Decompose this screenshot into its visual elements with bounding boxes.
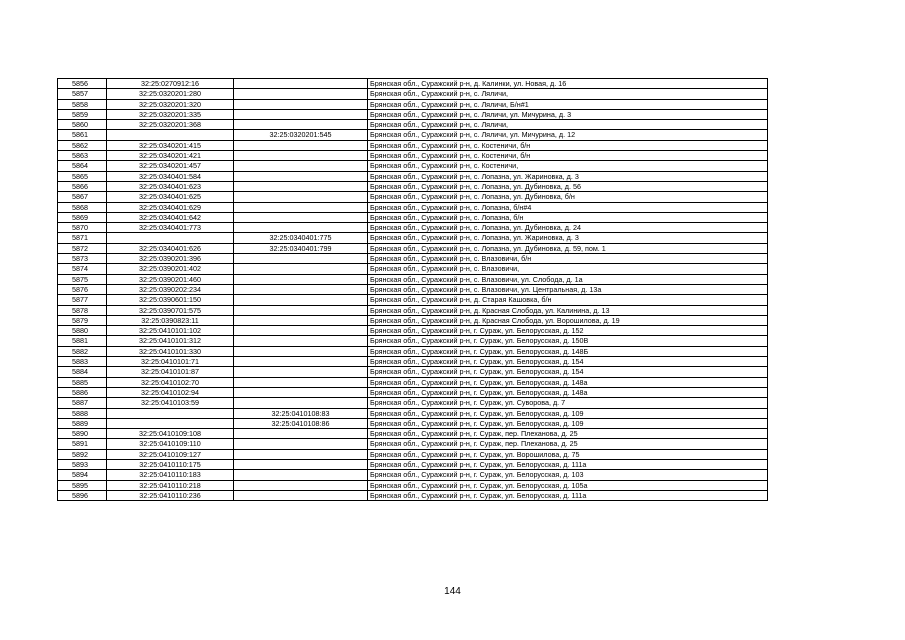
table-row bbox=[58, 470, 768, 480]
address-cell: Брянская обл., Суражский р-н, г. Сураж, ул. Белорусская, д. 103 bbox=[368, 470, 768, 480]
cadastral-number-cell: 32:25:0320201:368 bbox=[107, 120, 234, 130]
new-cadastral-number-cell bbox=[234, 151, 368, 161]
table-row bbox=[58, 202, 768, 212]
table-row bbox=[58, 305, 768, 315]
address-cell: Брянская обл., Суражский р-н, г. Сураж, ул. Белорусская, д. 148Б bbox=[368, 346, 768, 356]
cadastral-number-cell: 32:25:0340401:625 bbox=[107, 192, 234, 202]
table-row bbox=[58, 336, 768, 346]
row-number-cell: 5856 bbox=[58, 79, 107, 89]
new-cadastral-number-cell bbox=[234, 367, 368, 377]
row-number-cell: 5879 bbox=[58, 315, 107, 325]
table-row bbox=[58, 367, 768, 377]
row-number-cell: 5896 bbox=[58, 490, 107, 500]
row-number-cell: 5895 bbox=[58, 480, 107, 490]
cadastral-number-cell: 32:25:0390201:396 bbox=[107, 254, 234, 264]
row-number-cell: 5891 bbox=[58, 439, 107, 449]
new-cadastral-number-cell bbox=[234, 295, 368, 305]
row-number-cell: 5888 bbox=[58, 408, 107, 418]
cadastral-number-cell: 32:25:0320201:280 bbox=[107, 89, 234, 99]
cadastral-number-cell: 32:25:0340401:623 bbox=[107, 181, 234, 191]
address-cell: Брянская обл., Суражский р-н, г. Сураж, ул. Белорусская, д. 111а bbox=[368, 490, 768, 500]
cadastral-number-cell: 32:25:0340401:642 bbox=[107, 212, 234, 222]
new-cadastral-number-cell bbox=[234, 202, 368, 212]
table-row bbox=[58, 459, 768, 469]
row-number-cell: 5857 bbox=[58, 89, 107, 99]
row-number-cell: 5873 bbox=[58, 254, 107, 264]
cadastral-number-cell: 32:25:0410110:218 bbox=[107, 480, 234, 490]
new-cadastral-number-cell bbox=[234, 490, 368, 500]
table-row bbox=[58, 79, 768, 89]
table-row bbox=[58, 151, 768, 161]
new-cadastral-number-cell bbox=[234, 346, 368, 356]
row-number-cell: 5861 bbox=[58, 130, 107, 140]
new-cadastral-number-cell bbox=[234, 99, 368, 109]
address-cell: Брянская обл., Суражский р-н, г. Сураж, ул. Белорусская, д. 105а bbox=[368, 480, 768, 490]
address-cell: Брянская обл., Суражский р-н, г. Сураж, ул. Белорусская, д. 148а bbox=[368, 387, 768, 397]
address-cell: Брянская обл., Суражский р-н, с. Лопазна, ул. Дубиновка, д. 24 bbox=[368, 223, 768, 233]
address-cell: Брянская обл., Суражский р-н, г. Сураж, пер. Плеханова, д. 25 bbox=[368, 429, 768, 439]
new-cadastral-number-cell bbox=[234, 89, 368, 99]
address-cell: Брянская обл., Суражский р-н, д. Калинки, ул. Новая, д. 16 bbox=[368, 79, 768, 89]
row-number-cell: 5880 bbox=[58, 326, 107, 336]
address-cell: Брянская обл., Суражский р-н, с. Лопазна, ул. Дубиновка, д. 56 bbox=[368, 181, 768, 191]
table-row bbox=[58, 398, 768, 408]
new-cadastral-number-cell bbox=[234, 274, 368, 284]
row-number-cell: 5870 bbox=[58, 223, 107, 233]
cadastral-number-cell: 32:25:0340201:421 bbox=[107, 151, 234, 161]
address-cell: Брянская обл., Суражский р-н, г. Сураж, ул. Белорусская, д. 152 bbox=[368, 326, 768, 336]
row-number-cell: 5865 bbox=[58, 171, 107, 181]
new-cadastral-number-cell: 32:25:0410108:86 bbox=[234, 418, 368, 428]
new-cadastral-number-cell bbox=[234, 264, 368, 274]
cadastral-number-cell: 32:25:0390202:234 bbox=[107, 284, 234, 294]
address-cell: Брянская обл., Суражский р-н, д. Красная Слобода, ул. Ворошилова, д. 19 bbox=[368, 315, 768, 325]
new-cadastral-number-cell bbox=[234, 398, 368, 408]
row-number-cell: 5869 bbox=[58, 212, 107, 222]
row-number-cell: 5866 bbox=[58, 181, 107, 191]
row-number-cell: 5859 bbox=[58, 109, 107, 119]
table-row bbox=[58, 387, 768, 397]
cadastral-number-cell: 32:25:0340401:584 bbox=[107, 171, 234, 181]
cadastral-number-cell: 32:25:0410109:110 bbox=[107, 439, 234, 449]
new-cadastral-number-cell: 32:25:0320201:545 bbox=[234, 130, 368, 140]
cadastral-number-cell: 32:25:0390601:150 bbox=[107, 295, 234, 305]
cadastral-number-cell: 32:25:0320201:320 bbox=[107, 99, 234, 109]
row-number-cell: 5889 bbox=[58, 418, 107, 428]
row-number-cell: 5884 bbox=[58, 367, 107, 377]
cadastral-number-cell: 32:25:0390823:11 bbox=[107, 315, 234, 325]
row-number-cell: 5868 bbox=[58, 202, 107, 212]
row-number-cell: 5877 bbox=[58, 295, 107, 305]
table-row bbox=[58, 254, 768, 264]
row-number-cell: 5867 bbox=[58, 192, 107, 202]
address-cell: Брянская обл., Суражский р-н, с. Лопазна, ул. Жариновка, д. 3 bbox=[368, 233, 768, 243]
row-number-cell: 5881 bbox=[58, 336, 107, 346]
address-cell: Брянская обл., Суражский р-н, г. Сураж, ул. Суворова, д. 7 bbox=[368, 398, 768, 408]
new-cadastral-number-cell bbox=[234, 387, 368, 397]
cadastral-number-cell: 32:25:0390201:402 bbox=[107, 264, 234, 274]
table-row bbox=[58, 346, 768, 356]
table-row bbox=[58, 171, 768, 181]
new-cadastral-number-cell bbox=[234, 449, 368, 459]
address-cell: Брянская обл., Суражский р-н, с. Ляличи, Б/н#1 bbox=[368, 99, 768, 109]
cadastral-number-cell: 32:25:0410110:175 bbox=[107, 459, 234, 469]
table-row bbox=[58, 264, 768, 274]
address-cell: Брянская обл., Суражский р-н, с. Лопазна, ул. Дубиновка, б/н bbox=[368, 192, 768, 202]
new-cadastral-number-cell bbox=[234, 357, 368, 367]
cadastral-number-cell: 32:25:0410101:102 bbox=[107, 326, 234, 336]
new-cadastral-number-cell bbox=[234, 109, 368, 119]
table-row bbox=[58, 89, 768, 99]
row-number-cell: 5872 bbox=[58, 243, 107, 253]
table-row bbox=[58, 418, 768, 428]
row-number-cell: 5885 bbox=[58, 377, 107, 387]
address-cell: Брянская обл., Суражский р-н, г. Сураж, ул. Белорусская, д. 148а bbox=[368, 377, 768, 387]
table-row bbox=[58, 212, 768, 222]
cadastral-number-cell: 32:25:0410101:71 bbox=[107, 357, 234, 367]
table-row bbox=[58, 274, 768, 284]
row-number-cell: 5883 bbox=[58, 357, 107, 367]
address-cell: Брянская обл., Суражский р-н, с. Влазовичи, bbox=[368, 264, 768, 274]
row-number-cell: 5860 bbox=[58, 120, 107, 130]
row-number-cell: 5893 bbox=[58, 459, 107, 469]
row-number-cell: 5862 bbox=[58, 140, 107, 150]
cadastral-number-cell: 32:25:0340401:773 bbox=[107, 223, 234, 233]
new-cadastral-number-cell bbox=[234, 470, 368, 480]
page-number: 144 bbox=[444, 586, 461, 597]
new-cadastral-number-cell bbox=[234, 120, 368, 130]
row-number-cell: 5878 bbox=[58, 305, 107, 315]
table-row bbox=[58, 140, 768, 150]
cadastral-number-cell: 32:25:0340201:415 bbox=[107, 140, 234, 150]
new-cadastral-number-cell bbox=[234, 305, 368, 315]
table-row bbox=[58, 449, 768, 459]
cadastral-number-cell: 32:25:0390201:460 bbox=[107, 274, 234, 284]
cadastral-number-cell: 32:25:0410110:236 bbox=[107, 490, 234, 500]
address-cell: Брянская обл., Суражский р-н, с. Влазовичи, б/н bbox=[368, 254, 768, 264]
cadastral-number-cell: 32:25:0270912:16 bbox=[107, 79, 234, 89]
new-cadastral-number-cell bbox=[234, 79, 368, 89]
new-cadastral-number-cell bbox=[234, 161, 368, 171]
address-cell: Брянская обл., Суражский р-н, г. Сураж, ул. Белорусская, д. 109 bbox=[368, 418, 768, 428]
table-row bbox=[58, 109, 768, 119]
new-cadastral-number-cell: 32:25:0340401:799 bbox=[234, 243, 368, 253]
row-number-cell: 5871 bbox=[58, 233, 107, 243]
row-number-cell: 5875 bbox=[58, 274, 107, 284]
new-cadastral-number-cell bbox=[234, 326, 368, 336]
cadastral-number-cell: 32:25:0410101:87 bbox=[107, 367, 234, 377]
cadastral-number-cell: 32:25:0340401:629 bbox=[107, 202, 234, 212]
table-row bbox=[58, 439, 768, 449]
cadastral-number-cell: 32:25:0340401:626 bbox=[107, 243, 234, 253]
cadastral-number-cell bbox=[107, 408, 234, 418]
table-row bbox=[58, 284, 768, 294]
address-cell: Брянская обл., Суражский р-н, д. Красная Слобода, ул. Калинина, д. 13 bbox=[368, 305, 768, 315]
table-row bbox=[58, 429, 768, 439]
table-row bbox=[58, 243, 768, 253]
row-number-cell: 5890 bbox=[58, 429, 107, 439]
table-row bbox=[58, 99, 768, 109]
new-cadastral-number-cell bbox=[234, 480, 368, 490]
cadastral-number-cell: 32:25:0410101:330 bbox=[107, 346, 234, 356]
address-cell: Брянская обл., Суражский р-н, с. Ляличи, ул. Мичурина, д. 12 bbox=[368, 130, 768, 140]
address-cell: Брянская обл., Суражский р-н, с. Лопазна, б/н bbox=[368, 212, 768, 222]
new-cadastral-number-cell bbox=[234, 212, 368, 222]
row-number-cell: 5886 bbox=[58, 387, 107, 397]
address-cell: Брянская обл., Суражский р-н, с. Влазовичи, ул. Слобода, д. 1а bbox=[368, 274, 768, 284]
table-row bbox=[58, 181, 768, 191]
cadastral-number-cell: 32:25:0410101:312 bbox=[107, 336, 234, 346]
table-row bbox=[58, 315, 768, 325]
cadastral-number-cell: 32:25:0410110:183 bbox=[107, 470, 234, 480]
address-cell: Брянская обл., Суражский р-н, с. Костеничи, б/н bbox=[368, 151, 768, 161]
table-body bbox=[58, 79, 768, 501]
cadastral-number-cell: 32:25:0390701:575 bbox=[107, 305, 234, 315]
new-cadastral-number-cell bbox=[234, 181, 368, 191]
row-number-cell: 5874 bbox=[58, 264, 107, 274]
table-row bbox=[58, 161, 768, 171]
table-row bbox=[58, 233, 768, 243]
cadastral-number-cell bbox=[107, 130, 234, 140]
address-cell: Брянская обл., Суражский р-н, г. Сураж, ул. Белорусская, д. 111а bbox=[368, 459, 768, 469]
cadastral-number-cell bbox=[107, 233, 234, 243]
address-cell: Брянская обл., Суражский р-н, г. Сураж, ул. Белорусская, д. 154 bbox=[368, 357, 768, 367]
new-cadastral-number-cell bbox=[234, 284, 368, 294]
row-number-cell: 5863 bbox=[58, 151, 107, 161]
table-row bbox=[58, 480, 768, 490]
new-cadastral-number-cell bbox=[234, 459, 368, 469]
address-cell: Брянская обл., Суражский р-н, с. Ляличи, ул. Мичурина, д. 3 bbox=[368, 109, 768, 119]
cadastral-number-cell: 32:25:0410102:70 bbox=[107, 377, 234, 387]
table-row bbox=[58, 223, 768, 233]
cadastral-number-cell: 32:25:0410102:94 bbox=[107, 387, 234, 397]
cadastral-number-cell: 32:25:0340201:457 bbox=[107, 161, 234, 171]
cadastral-table bbox=[57, 78, 768, 501]
table-row bbox=[58, 490, 768, 500]
new-cadastral-number-cell: 32:25:0410108:83 bbox=[234, 408, 368, 418]
address-cell: Брянская обл., Суражский р-н, г. Сураж, пер. Плеханова, д. 25 bbox=[368, 439, 768, 449]
table-row bbox=[58, 192, 768, 202]
table-row bbox=[58, 408, 768, 418]
table-row bbox=[58, 326, 768, 336]
row-number-cell: 5894 bbox=[58, 470, 107, 480]
new-cadastral-number-cell bbox=[234, 140, 368, 150]
new-cadastral-number-cell bbox=[234, 439, 368, 449]
cadastral-number-cell: 32:25:0410103:59 bbox=[107, 398, 234, 408]
row-number-cell: 5858 bbox=[58, 99, 107, 109]
table-row bbox=[58, 357, 768, 367]
new-cadastral-number-cell bbox=[234, 223, 368, 233]
address-cell: Брянская обл., Суражский р-н, г. Сураж, ул. Белорусская, д. 109 bbox=[368, 408, 768, 418]
row-number-cell: 5887 bbox=[58, 398, 107, 408]
row-number-cell: 5864 bbox=[58, 161, 107, 171]
address-cell: Брянская обл., Суражский р-н, с. Ляличи, bbox=[368, 120, 768, 130]
new-cadastral-number-cell bbox=[234, 254, 368, 264]
table-row bbox=[58, 377, 768, 387]
cadastral-number-cell: 32:25:0320201:335 bbox=[107, 109, 234, 119]
table-row bbox=[58, 120, 768, 130]
new-cadastral-number-cell bbox=[234, 171, 368, 181]
new-cadastral-number-cell bbox=[234, 336, 368, 346]
cadastral-number-cell: 32:25:0410109:108 bbox=[107, 429, 234, 439]
cadastral-number-cell: 32:25:0410109:127 bbox=[107, 449, 234, 459]
row-number-cell: 5876 bbox=[58, 284, 107, 294]
table-row bbox=[58, 295, 768, 305]
row-number-cell: 5882 bbox=[58, 346, 107, 356]
address-cell: Брянская обл., Суражский р-н, с. Ляличи, bbox=[368, 89, 768, 99]
address-cell: Брянская обл., Суражский р-н, с. Лопазна, ул. Жариновка, д. 3 bbox=[368, 171, 768, 181]
new-cadastral-number-cell bbox=[234, 429, 368, 439]
address-cell: Брянская обл., Суражский р-н, с. Влазовичи, ул. Центральная, д. 13а bbox=[368, 284, 768, 294]
address-cell: Брянская обл., Суражский р-н, с. Лопазна, б/н#4 bbox=[368, 202, 768, 212]
address-cell: Брянская обл., Суражский р-н, г. Сураж, ул. Ворошилова, д. 75 bbox=[368, 449, 768, 459]
row-number-cell: 5892 bbox=[58, 449, 107, 459]
new-cadastral-number-cell bbox=[234, 377, 368, 387]
new-cadastral-number-cell bbox=[234, 315, 368, 325]
table-row bbox=[58, 130, 768, 140]
cadastral-number-cell bbox=[107, 418, 234, 428]
address-cell: Брянская обл., Суражский р-н, д. Старая Кашовка, б/н bbox=[368, 295, 768, 305]
address-cell: Брянская обл., Суражский р-н, г. Сураж, ул. Белорусская, д. 150В bbox=[368, 336, 768, 346]
address-cell: Брянская обл., Суражский р-н, с. Костеничи, б/н bbox=[368, 140, 768, 150]
address-cell: Брянская обл., Суражский р-н, с. Лопазна, ул. Дубиновка, д. 59, пом. 1 bbox=[368, 243, 768, 253]
address-cell: Брянская обл., Суражский р-н, г. Сураж, ул. Белорусская, д. 154 bbox=[368, 367, 768, 377]
address-cell: Брянская обл., Суражский р-н, с. Костеничи, bbox=[368, 161, 768, 171]
new-cadastral-number-cell: 32:25:0340401:775 bbox=[234, 233, 368, 243]
new-cadastral-number-cell bbox=[234, 192, 368, 202]
